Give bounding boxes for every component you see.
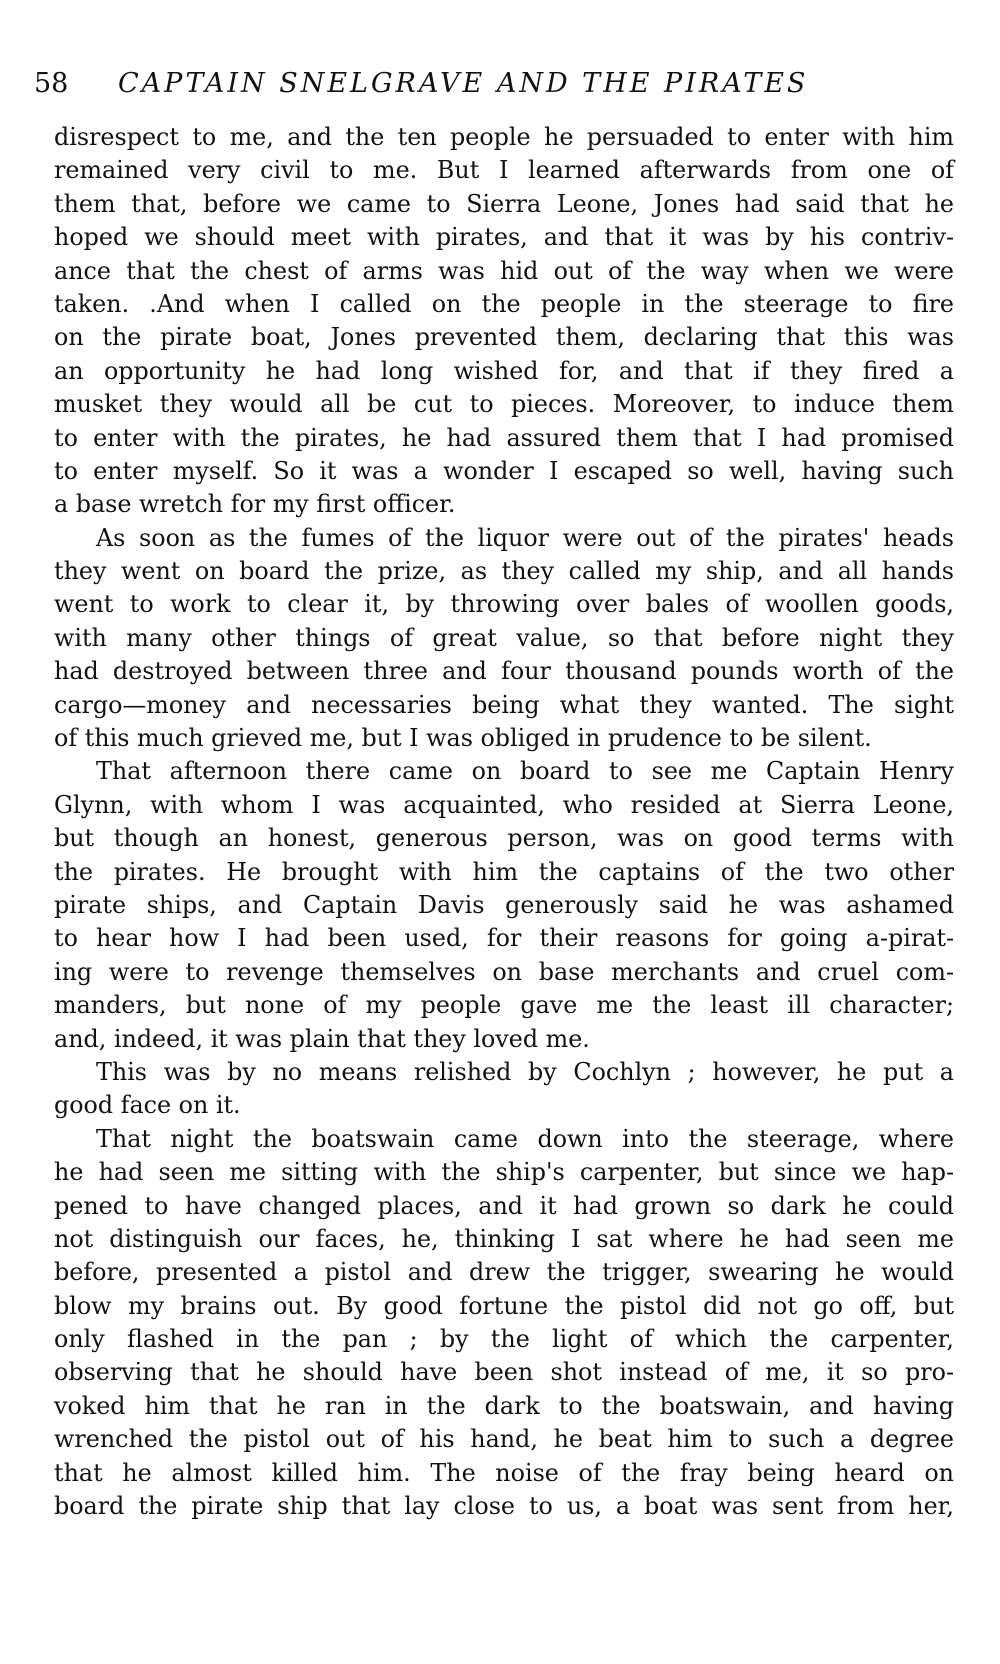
text-line: remained very civil to me. But I learned afterwards from one of <box>54 156 954 185</box>
text-line: good face on it. <box>54 1091 241 1120</box>
text-line: only flashed in the pan ; by the light of which the carpenter, <box>54 1325 954 1354</box>
text-line: board the pirate ship that lay close to us, a boat was sent from her, <box>54 1492 954 1521</box>
text-line: went to work to clear it, by throwing over bales of woollen goods, <box>54 590 954 619</box>
text-line: manders, but none of my people gave me the least ill character; <box>54 991 954 1020</box>
text-line: disrespect to me, and the ten people he persuaded to enter with him <box>54 123 954 151</box>
text-line: to enter myself. So it was a wonder I escaped so well, having such <box>54 456 954 485</box>
text-line: blow my brains out. By good fortune the pistol did not go off, but <box>54 1291 954 1320</box>
text-line: ing were to revenge themselves on base merchants and cruel com- <box>54 957 954 986</box>
text-line: before, presented a pistol and drew the trigger, swearing he would <box>54 1258 954 1287</box>
running-title: CAPTAIN SNELGRAVE AND THE PIRATES <box>118 68 809 99</box>
page-number: 58 <box>34 68 69 99</box>
text-line: he had seen me sitting with the ship's carpenter, but since we hap- <box>54 1158 954 1187</box>
text-line: hoped we should meet with pirates, and that it was by his contriv- <box>54 223 954 252</box>
text-line: they went on board the prize, as they called my ship, and all hands <box>54 557 954 586</box>
text-line: them that, before we came to Sierra Leone, Jones had said that he <box>54 189 954 218</box>
text-line: That afternoon there came on board to see me Captain Henry <box>96 757 954 786</box>
text-line: cargo—money and necessaries being what they wanted. The sight <box>54 690 954 719</box>
body-text <box>54 121 954 1523</box>
text-line: taken. .And when I called on the people in the steerage to fire <box>54 289 954 318</box>
text-line: not distinguish our faces, he, thinking I sat where he had seen me <box>54 1224 954 1253</box>
text-line: That night the boatswain came down into the steerage, where <box>96 1124 954 1153</box>
text-line: the pirates. He brought with him the captains of the two other <box>54 857 954 886</box>
text-line: and, indeed, it was plain that they loved me. <box>54 1024 590 1053</box>
text-line: but though an honest, generous person, was on good terms with <box>54 824 954 853</box>
text-line: ance that the chest of arms was hid out of the way when we were <box>54 256 954 285</box>
text-line: of this much grieved me, but I was obliged in prudence to be silent. <box>54 724 872 753</box>
text-line: musket they would all be cut to pieces. Moreover, to induce them <box>54 390 954 419</box>
text-line: voked him that he ran in the dark to the boatswain, and having <box>54 1391 954 1420</box>
text-line: As soon as the fumes of the liquor were out of the pirates' heads <box>96 523 954 552</box>
page-header <box>34 64 952 104</box>
text-line: a base wretch for my first officer. <box>54 490 456 519</box>
text-line: had destroyed between three and four thousand pounds worth of the <box>54 657 954 686</box>
text-line: Glynn, with whom I was acquainted, who resided at Sierra Leone, <box>54 790 954 819</box>
text-line: pened to have changed places, and it had grown so dark he could <box>54 1191 954 1220</box>
text-line: an opportunity he had long wished for, and that if they fired a <box>54 356 954 385</box>
text-line: to enter with the pirates, he had assured them that I had promised <box>54 423 954 452</box>
text-line: to hear how I had been used, for their reasons for going a-pirat- <box>54 924 954 953</box>
text-line: on the pirate boat, Jones prevented them, declaring that this was <box>54 323 954 352</box>
text-line: observing that he should have been shot instead of me, it so pro- <box>54 1358 954 1387</box>
text-line: with many other things of great value, so that before night they <box>54 623 954 652</box>
text-line: wrenched the pistol out of his hand, he beat him to such a degree <box>54 1425 954 1454</box>
text-line: This was by no means relished by Cochlyn ; however, he put a <box>96 1057 954 1086</box>
text-line: pirate ships, and Captain Davis generously said he was ashamed <box>54 890 954 919</box>
text-line: that he almost killed him. The noise of the fray being heard on <box>54 1458 954 1487</box>
